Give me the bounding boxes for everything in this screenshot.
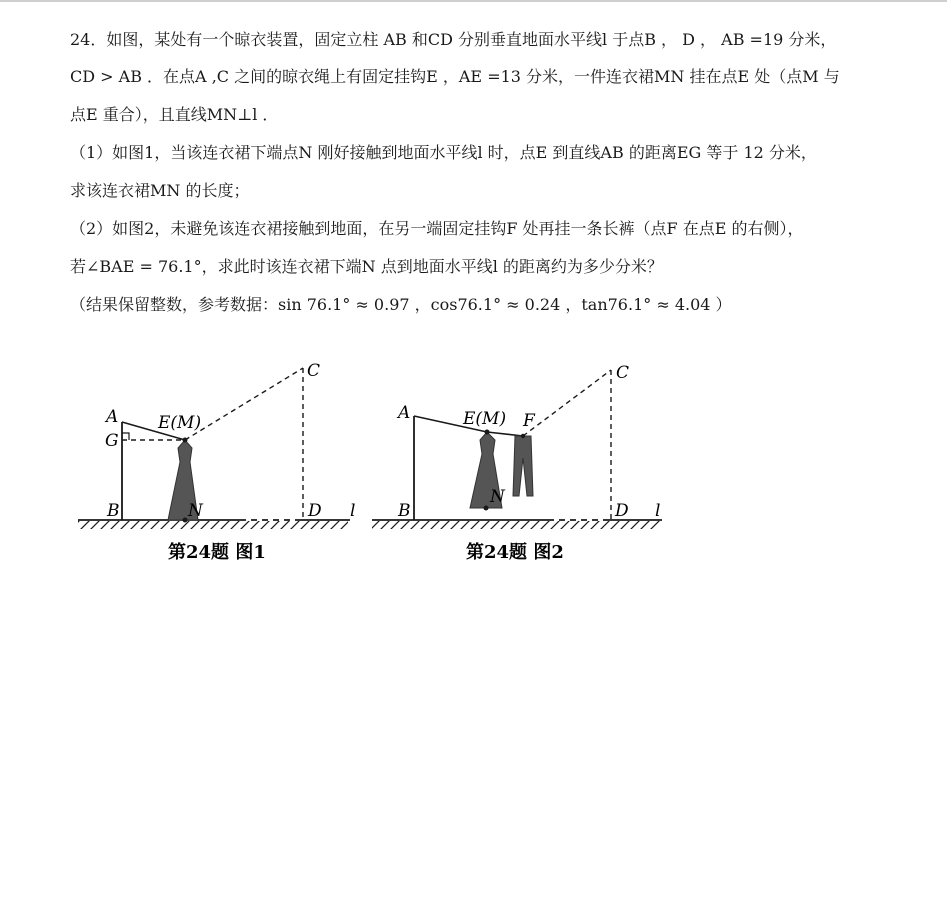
label-l: l [655,501,661,521]
page-top-border [0,0,947,2]
rope-ef [487,432,523,436]
label-d: D [615,501,629,521]
rope-fc [523,370,611,436]
label-d: D [308,501,322,521]
problem-24 [70,22,910,324]
figure-2-caption: 第24题 图2 [466,542,564,563]
point-e [183,438,188,443]
label-em: E(M) [463,409,507,429]
label-n: N [490,487,505,507]
label-em: E(M) [158,413,202,433]
problem-stem-line-1: 24．如图，某处有一个晾衣装置，固定立柱 AB 和CD 分别垂直地面水平线l 于点B ， D ， AB =19 分米， [70,30,837,49]
point-n [183,518,188,523]
label-l: l [350,501,356,521]
reference-data-note: （结果保留整数，参考数据：sin 76.1° ≈ 0.97 ，cos76.1° ≈ 0.24 ，tan76.1° ≈ 4.04 ） [70,295,732,314]
pants-icon [513,436,533,496]
question-1-line-1: （1）如图1，当该连衣裙下端点N 刚好接触到地面水平线l 时，点E 到直线AB 的距离EG 等于 12 分米， [70,143,817,162]
ground-hatching [372,521,660,529]
label-b: B [107,501,120,521]
figures [0,340,947,580]
label-f: F [523,411,535,431]
problem-stem-line-3: 点E 重合），且直线MN⊥l ． [70,105,279,124]
figure-1 [78,361,355,563]
point-f [521,434,525,438]
right-angle-mark [122,433,129,440]
problem-stem-line-2: CD > AB ．在点A ,C 之间的晾衣绳上有固定挂钩E ，AE =13 分米，一件连衣裙MN 挂在点E 处（点M 与 [70,67,840,86]
label-b: B [398,501,411,521]
label-a: A [398,403,411,423]
figure-2 [372,363,662,563]
ground-hatching [78,521,348,529]
label-c: C [307,361,321,381]
question-2-line-1: （2）如图2，未避免该连衣裙接触到地面，在另一端固定挂钩F 处再挂一条长裤（点F 在点E 的右侧）， [70,219,804,238]
question-1-line-2: 求该连衣裙MN 的长度； [70,181,250,200]
point-n [484,506,489,511]
label-a: A [106,407,119,427]
rope-ec [185,368,303,440]
label-g: G [105,431,119,451]
point-e [485,430,490,435]
question-2-line-2: 若∠BAE = 76.1°，求此时该连衣裙下端N 点到地面水平线l 的距离约为多少分米？ [70,257,663,276]
label-n: N [188,501,203,521]
label-c: C [616,363,630,383]
figure-1-caption: 第24题 图1 [168,542,266,563]
